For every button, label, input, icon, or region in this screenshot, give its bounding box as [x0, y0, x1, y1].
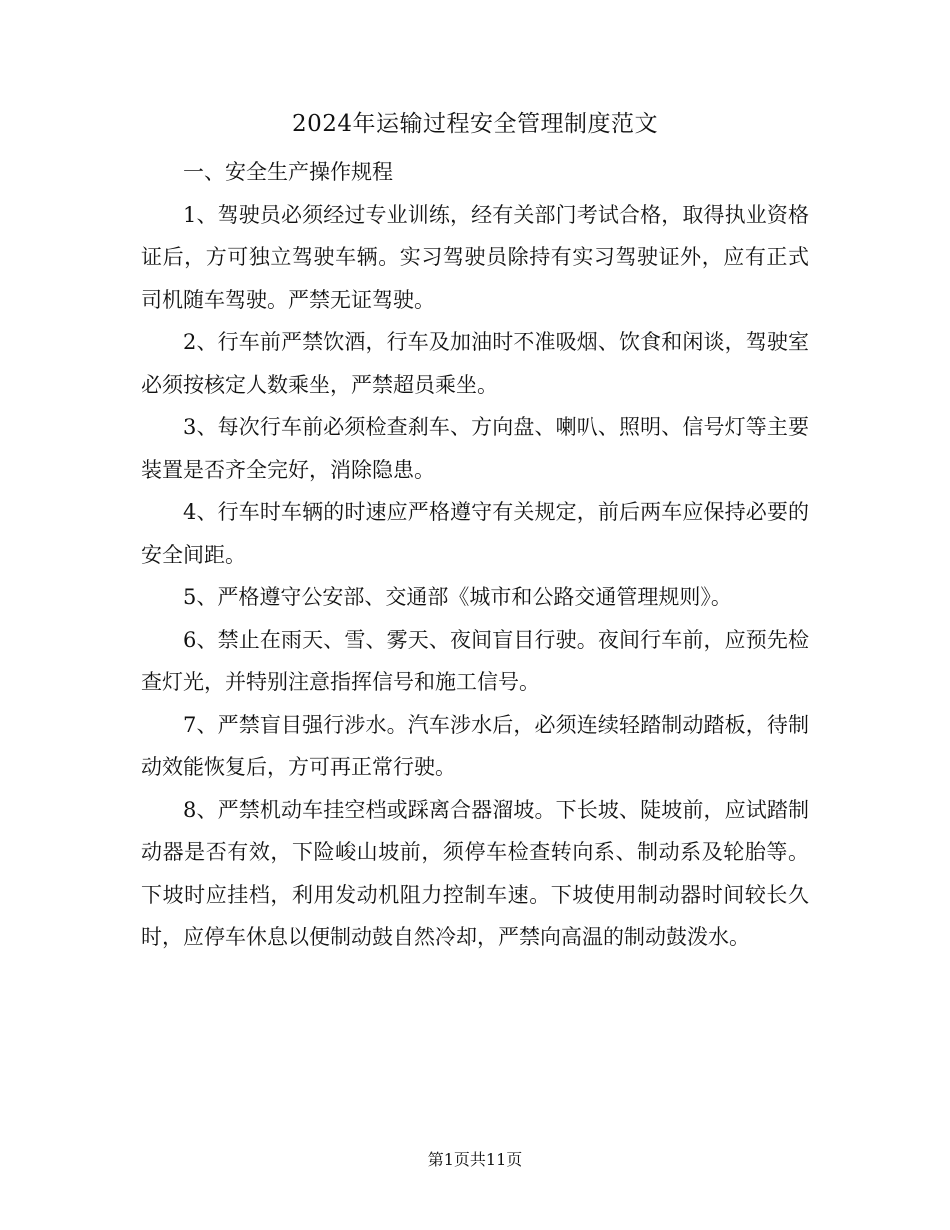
- paragraph-1: 1、驾驶员必须经过专业训练，经有关部门考试合格，取得执业资格证后，方可独立驾驶车辆。实习驾驶员除持有实习驾驶证外，应有正式司机随车驾驶。严禁无证驾驶。: [141, 202, 809, 312]
- paragraph-6: 6、禁止在雨天、雪、雾天、夜间盲目行驶。夜间行车前，应预先检查灯光，并特别注意指挥信号和施工信号。: [141, 627, 809, 694]
- paragraph-8: 8、严禁机动车挂空档或踩离合器溜坡。下长坡、陡坡前，应试踏制动器是否有效，下险峻山坡前，须停车检查转向系、制动系及轮胎等。下坡时应挂档，利用发动机阻力控制车速。下坡使用制动器时间较长久时，应停车休息以便制动鼓自然冷却，严禁向高温的制动鼓泼水。: [141, 797, 809, 949]
- paragraph-3: 3、每次行车前必须检查刹车、方向盘、喇叭、照明、信号灯等主要装置是否齐全完好，消除隐患。: [141, 415, 809, 482]
- document-title: 2024年运输过程安全管理制度范文: [291, 111, 659, 137]
- paragraph-4: 4、行车时车辆的时速应严格遵守有关规定，前后两车应保持必要的安全间距。: [141, 500, 809, 567]
- paragraph-5: 5、严格遵守公安部、交通部《城市和公路交通管理规则》。: [183, 585, 732, 609]
- page-number: 第1页共11页: [427, 1150, 523, 1169]
- document-body: [141, 151, 809, 959]
- paragraph-2: 2、行车前严禁饮酒，行车及加油时不准吸烟、饮食和闲谈，驾驶室必须按核定人数乘坐，严禁超员乘坐。: [141, 330, 809, 397]
- section-heading: 一、安全生产操作规程: [183, 160, 393, 184]
- paragraph-7: 7、严禁盲目强行涉水。汽车涉水后，必须连续轻踏制动踏板，待制动效能恢复后，方可再正常行驶。: [141, 712, 809, 779]
